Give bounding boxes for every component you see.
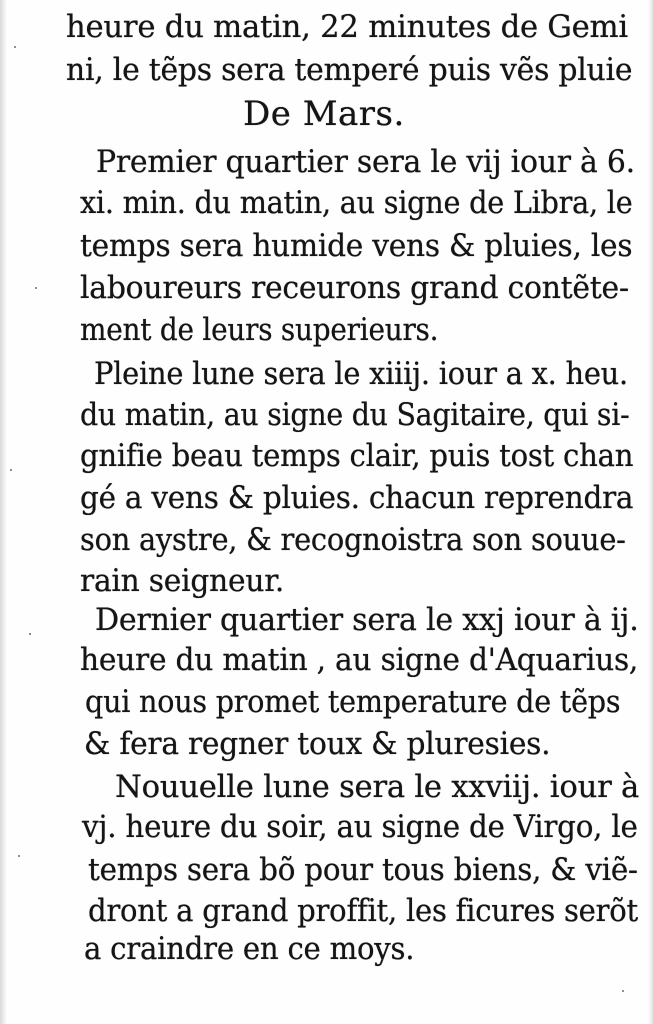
text-line-6: temps sera humide vens & pluies, les xyxy=(80,228,633,264)
text-line-8: ment de leurs superieurs. xyxy=(80,312,439,348)
text-line-23: a craindre en ce moys. xyxy=(84,931,415,967)
text-line-21: temps sera bõ pour tous biens, & viẽ- xyxy=(88,852,638,888)
text-line-1: heure du matin, 22 minutes de Gemi xyxy=(66,9,628,45)
ink-speck xyxy=(18,855,20,857)
ink-speck xyxy=(14,46,16,48)
ink-speck xyxy=(10,469,12,471)
ink-speck xyxy=(35,287,37,289)
text-line-2: ni, le tẽps sera temperé puis vẽs pluie xyxy=(66,52,633,88)
page-left-edge-shadow xyxy=(0,0,7,1024)
ink-speck xyxy=(29,633,31,635)
text-line-4: Premier quartier sera le vij iour à 6. xyxy=(96,144,635,180)
text-line-13: son aystre, & recognoistra son souue- xyxy=(80,522,626,558)
text-line-7: laboureurs receurons grand contẽte- xyxy=(80,270,629,306)
text-line-9: Pleine lune sera le xiiij. iour a x. heu. xyxy=(94,356,628,392)
text-line-17: qui nous promet temperature de tẽps xyxy=(85,684,621,720)
text-line-15: Dernier quartier sera le xxj iour à ij. xyxy=(95,602,639,638)
ink-speck xyxy=(622,990,624,992)
text-line-19: Nouuelle lune sera le xxviij. iour à xyxy=(115,769,639,805)
text-line-5: xi. min. du matin, au signe de Libra, le xyxy=(80,185,633,221)
text-line-22: dront a grand proffit, les ficures serõt xyxy=(88,893,638,929)
text-line-10: du matin, au signe du Sagitaire, qui si- xyxy=(80,397,630,433)
text-line-18: & fera regner toux & pluresies. xyxy=(84,726,551,762)
text-line-20: vj. heure du soir, au signe de Virgo, le xyxy=(82,809,638,845)
text-line-16: heure du matin , au signe d'Aquarius, xyxy=(80,642,639,678)
page-right-edge-shadow xyxy=(648,0,653,1024)
text-line-12: gé a vens & pluies. chacun reprendra xyxy=(80,480,634,516)
text-line-11: gnifie beau temps clair, puis tost chan xyxy=(80,438,634,474)
text-line-14: rain seigneur. xyxy=(80,563,285,599)
month-heading: De Mars. xyxy=(243,94,405,134)
